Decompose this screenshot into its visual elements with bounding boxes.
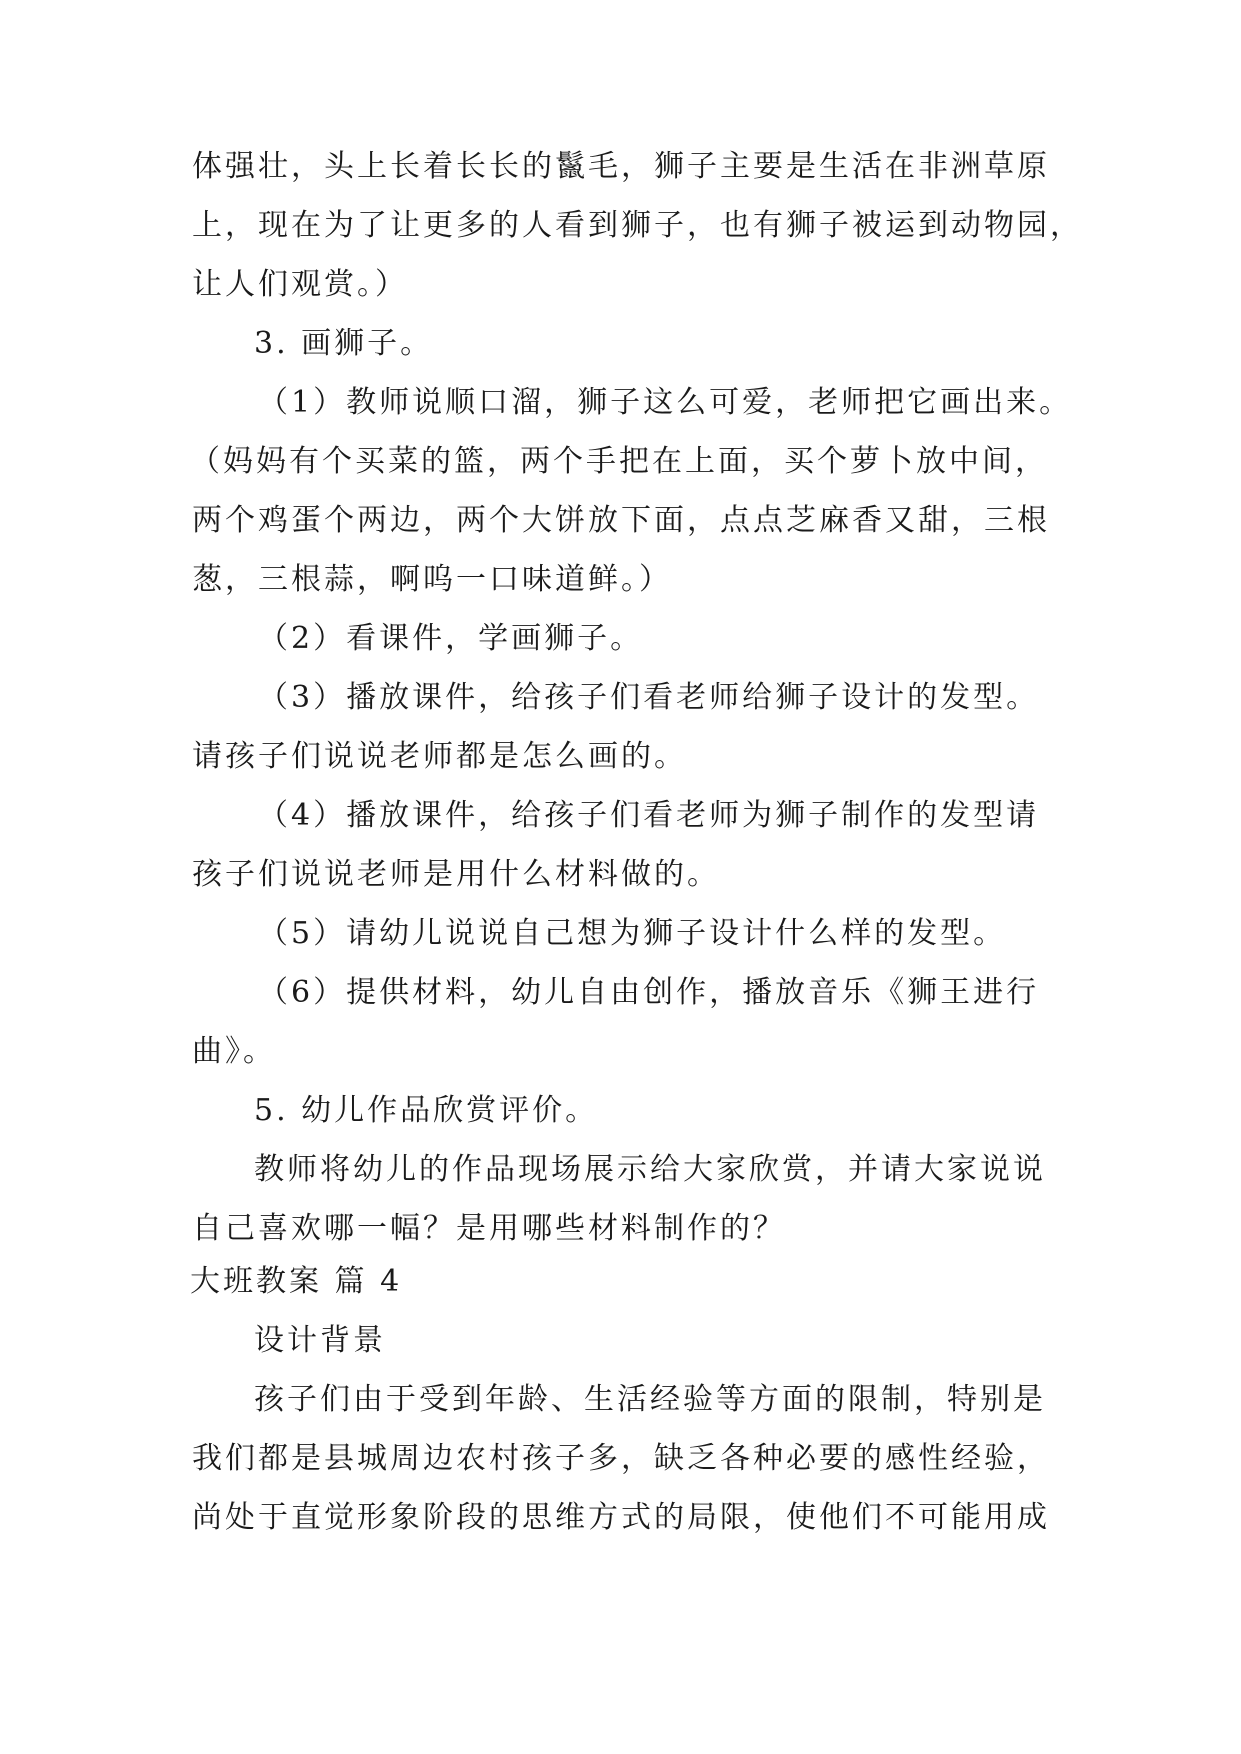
body-text-line: 孩子们由于受到年龄、生活经验等方面的限制，特别是 bbox=[254, 1382, 1046, 1417]
body-text-line: 孩子们说说老师是用什么材料做的。 bbox=[192, 857, 720, 892]
section-heading: 设计背景 bbox=[254, 1323, 386, 1358]
body-text-line: （3）播放课件，给孩子们看老师给狮子设计的发型。 bbox=[258, 680, 1040, 715]
body-text-line: （6）提供材料，幼儿自由创作，播放音乐《狮王进行 bbox=[258, 975, 1040, 1010]
body-text-line: 自己喜欢哪一幅？是用哪些材料制作的？ bbox=[192, 1211, 786, 1246]
body-text-line: （4）播放课件，给孩子们看老师为狮子制作的发型请 bbox=[258, 798, 1040, 833]
body-text-line: 葱，三根蒜，啊呜一口味道鲜。） bbox=[192, 562, 672, 597]
body-text-line: 两个鸡蛋个两边，两个大饼放下面，点点芝麻香又甜，三根 bbox=[192, 503, 1050, 538]
body-text-line: 让人们观赏。） bbox=[192, 267, 408, 302]
section-heading: 3. 画狮子。 bbox=[254, 326, 434, 361]
body-text-line: （妈妈有个买菜的篮，两个手把在上面，买个萝卜放中间， bbox=[190, 444, 1048, 479]
body-text-line: 曲》。 bbox=[192, 1034, 276, 1069]
body-text-line: 我们都是县城周边农村孩子多，缺乏各种必要的感性经验， bbox=[192, 1441, 1050, 1476]
body-text-line: （1）教师说顺口溜，狮子这么可爱，老师把它画出来。 bbox=[258, 385, 1073, 420]
article-heading: 大班教案 篇 4 bbox=[190, 1264, 403, 1299]
body-text-line: 上，现在为了让更多的人看到狮子，也有狮子被运到动物园， bbox=[192, 208, 1083, 243]
section-heading: 5. 幼儿作品欣赏评价。 bbox=[254, 1093, 599, 1128]
body-text-line: （2）看课件，学画狮子。 bbox=[258, 621, 644, 656]
body-text-line: 体强壮，头上长着长长的鬣毛，狮子主要是生活在非洲草原 bbox=[192, 149, 1050, 184]
body-text-line: 教师将幼儿的作品现场展示给大家欣赏，并请大家说说 bbox=[254, 1152, 1046, 1187]
body-text-line: 尚处于直觉形象阶段的思维方式的局限，使他们不可能用成 bbox=[192, 1500, 1050, 1535]
body-text-line: （5）请幼儿说说自己想为狮子设计什么样的发型。 bbox=[258, 916, 1007, 951]
body-text-line: 请孩子们说说老师都是怎么画的。 bbox=[192, 739, 687, 774]
